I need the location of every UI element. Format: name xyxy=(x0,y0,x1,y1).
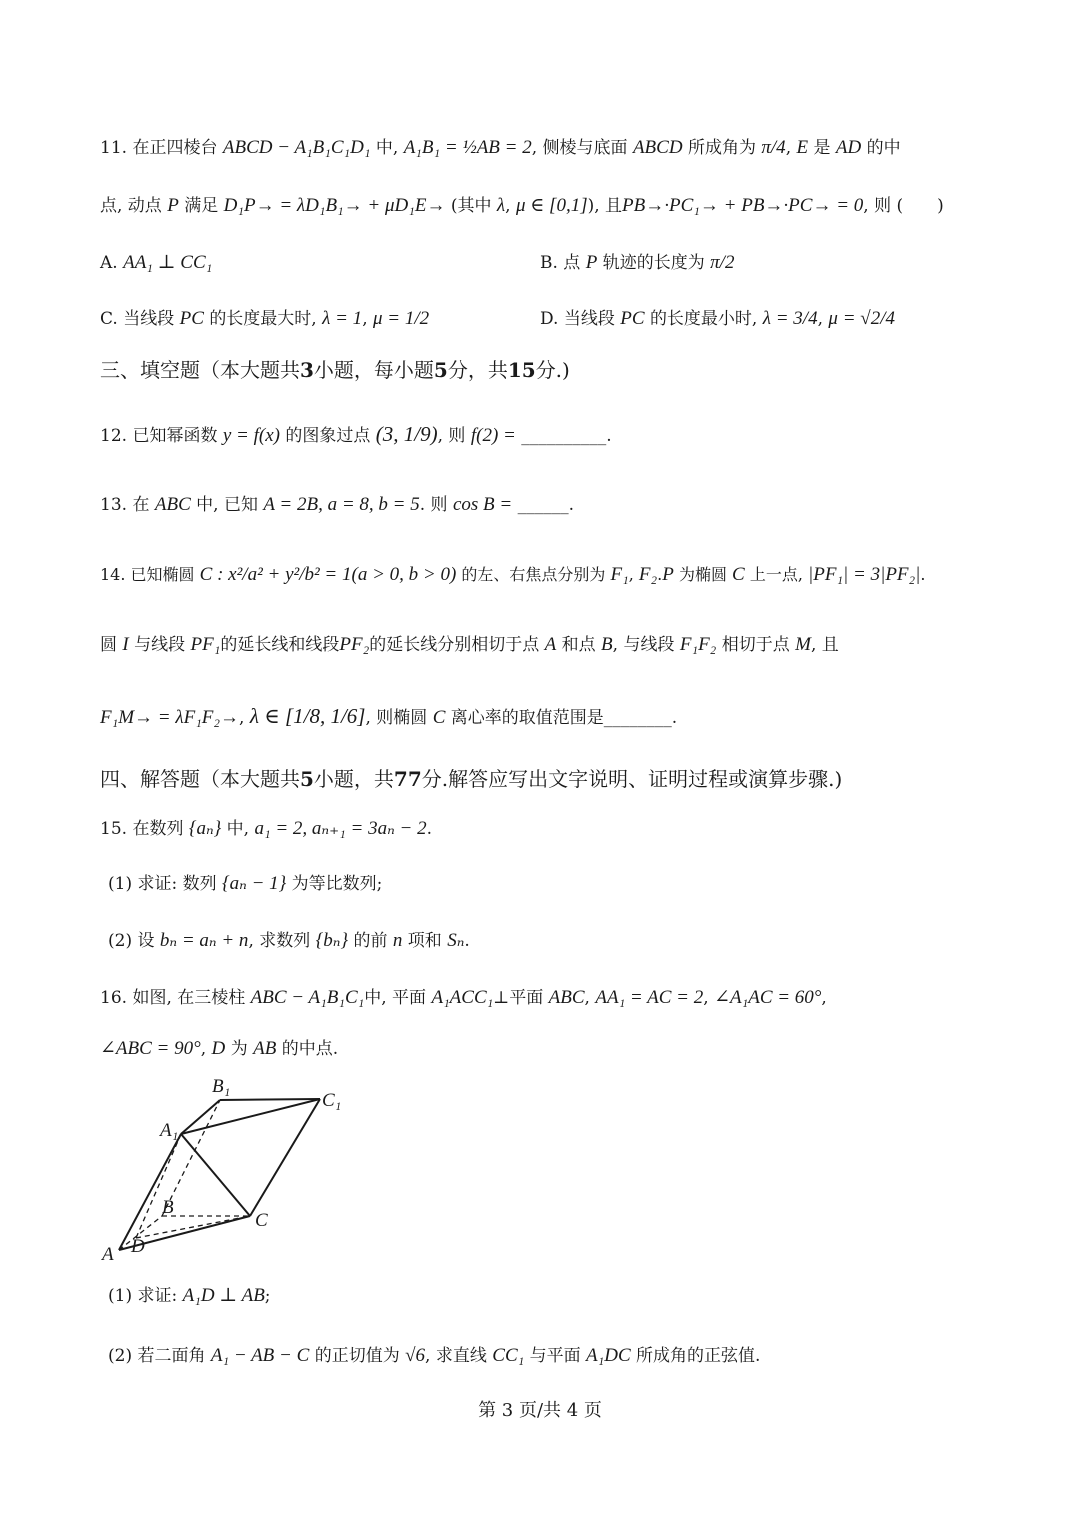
q14-line2: 圆 I 与线段 PF₁的延长线和线段PF₂的延长线分别相切于点 A 和点 B, 与线段 F₁F₂ 相切于点 M, 且 xyxy=(100,634,839,655)
edge-c1-c xyxy=(250,1099,320,1216)
math-expression: ∠A₁AC = 60° xyxy=(714,987,822,1008)
edge-a-a1 xyxy=(119,1134,181,1250)
option-a: A. AA₁ ⊥ CC₁ xyxy=(100,252,213,273)
section-heading-solutions: 四、解答题（本大题共5小题，共77分.解答应写出文字说明、证明过程或演算步骤.) xyxy=(100,767,843,791)
math-expression: P xyxy=(662,564,674,585)
math-expression: a₁ = 2, aₙ₊₁ = 3aₙ − 2 xyxy=(254,818,427,839)
math-expression: D₁P→ = λD₁B₁→ + μD₁E→ xyxy=(223,195,446,216)
math-expression: A₁DC xyxy=(586,1345,631,1366)
math-expression: A₁D ⊥ AB xyxy=(182,1285,265,1306)
math-expression: PF₂ xyxy=(339,634,370,655)
question-number: 16. xyxy=(100,988,128,1008)
math-expression: ABCD xyxy=(632,137,683,158)
math-expression: PB→·PC₁→ + PB→·PC→ = 0 xyxy=(622,195,864,216)
edge-d-c xyxy=(136,1216,250,1238)
math-expression: AB xyxy=(253,1038,277,1059)
math-expression: cos B = xyxy=(452,494,513,515)
math-expression: f(2) = xyxy=(470,425,516,446)
math-expression: A = 2B, a = 8, b = 5 xyxy=(263,494,420,515)
math-expression: y = f(x) xyxy=(222,425,280,446)
math-expression: F₁ xyxy=(610,564,629,585)
math-expression: P xyxy=(167,195,179,216)
math-expression: AD xyxy=(835,137,862,158)
label-c: C xyxy=(255,1210,268,1231)
math-expression: √6 xyxy=(405,1345,426,1366)
label-b1: B₁ xyxy=(212,1076,231,1097)
q16-line2: ∠ABC = 90°, D 为 AB 的中点. xyxy=(100,1038,339,1059)
math-expression: C : x²/a² + y²/b² = 1(a > 0, b > 0) xyxy=(199,564,457,585)
q15: 15. 在数列 {aₙ} 中, a₁ = 2, aₙ₊₁ = 3aₙ − 2. xyxy=(100,818,432,839)
q16-sub2: (2) 若二面角 A₁ − AB − C 的正切值为 √6, 求直线 CC₁ 与平面 A₁DC 所成角的正弦值. xyxy=(108,1345,761,1366)
math-expression: B xyxy=(601,634,613,655)
edge-a1-d xyxy=(136,1134,181,1238)
math-expression: F₁M→ = λF₁F₂→ xyxy=(100,707,240,728)
q11-line2: 点, 动点 P 满足 D₁P→ = λD₁B₁→ + μD₁E→ (其中 λ, μ ∈ [0,1]), 且PB→·PC₁→ + PB→·PC→ = 0, 则 ( ) xyxy=(100,195,944,216)
triangular-prism-figure xyxy=(98,1070,358,1270)
q12: 12. 已知幂函数 y = f(x) 的图象过点 (3, 1/9), 则 f(2) = __________. xyxy=(100,422,612,446)
math-expression: ABC − A₁B₁C₁ xyxy=(250,987,365,1008)
math-expression: I xyxy=(122,634,129,655)
q16-sub1: (1) 求证: A₁D ⊥ AB; xyxy=(108,1285,271,1306)
math-expression: ABC xyxy=(548,987,585,1008)
q14-line3: F₁M→ = λF₁F₂→, λ ∈ [1/8, 1/6], 则椭圆 C 离心率的取值范围是________. xyxy=(100,704,678,728)
math-expression: A₁ACC₁ xyxy=(431,987,494,1008)
math-expression: λ xyxy=(496,195,506,216)
math-expression: AA₁ ⊥ CC₁ xyxy=(123,252,213,273)
answer-blank: ________. xyxy=(603,708,678,728)
question-number: 13. xyxy=(100,495,128,515)
q11-line1: 11. 在正四棱台 ABCD − A₁B₁C₁D₁ 中, A₁B₁ = ½AB = 2, 侧棱与底面 ABCD 所成角为 π/4, E 是 AD 的中 xyxy=(100,137,901,158)
math-expression: PC xyxy=(620,308,645,329)
math-expression: F₁F₂ xyxy=(679,634,717,655)
math-expression: ∠ABC = 90° xyxy=(100,1038,201,1059)
math-expression: CC₁ xyxy=(492,1345,525,1366)
question-number: 15. xyxy=(100,819,128,839)
math-expression: {aₙ} xyxy=(188,818,222,839)
math-expression: A xyxy=(544,634,557,655)
math-expression: μ = 1/2 xyxy=(373,308,430,329)
math-expression: ABCD − A₁B₁C₁D₁ xyxy=(222,137,371,158)
question-number: 12. xyxy=(100,426,128,446)
math-expression: M xyxy=(795,634,811,655)
math-expression: C xyxy=(432,707,446,728)
page-footer: 第 3 页/共 4 页 xyxy=(478,1400,602,1421)
question-number: 14. xyxy=(100,565,126,584)
label-b: B xyxy=(162,1197,174,1218)
math-expression: {bₙ} xyxy=(315,930,349,951)
q13: 13. 在 ABC 中, 已知 A = 2B, a = 8, b = 5. 则 cos B = ______. xyxy=(100,494,575,515)
math-expression: E xyxy=(796,137,809,158)
math-expression: n xyxy=(392,930,403,951)
math-expression: λ = 1 xyxy=(322,308,363,329)
math-expression: A₁B₁ = ½AB = 2 xyxy=(403,137,532,158)
option-c: C. 当线段 PC 的长度最大时, λ = 1, μ = 1/2 xyxy=(100,308,430,329)
math-expression: D xyxy=(211,1038,226,1059)
math-expression: |PF₁| = 3|PF₂| xyxy=(808,564,921,585)
math-expression: π/2 xyxy=(710,252,735,273)
math-expression: P xyxy=(585,252,598,273)
q14-line1: 14. 已知椭圆 C : x²/a² + y²/b² = 1(a > 0, b > 0) 的左、右焦点分别为 F₁, F₂.P 为椭圆 C 上一点, |PF₁| = 3|PF₂|. xyxy=(100,564,926,585)
math-expression: {aₙ − 1} xyxy=(222,873,287,894)
edge-a1-c xyxy=(181,1134,250,1216)
math-expression: μ = √2/4 xyxy=(828,308,895,329)
answer-blank: __________. xyxy=(521,426,612,446)
math-expression: PF₁ xyxy=(190,634,221,655)
q16-line1: 16. 如图, 在三棱柱 ABC − A₁B₁C₁中, 平面 A₁ACC₁⊥平面 ABC, AA₁ = AC = 2, ∠A₁AC = 60°, xyxy=(100,987,827,1008)
math-expression: PC xyxy=(179,308,204,329)
question-number: 11. xyxy=(100,138,128,158)
section-heading-fill-blank: 三、填空题（本大题共3小题，每小题5分，共15分.) xyxy=(100,358,570,382)
math-expression: AA₁ = AC = 2 xyxy=(595,987,704,1008)
math-expression: Sₙ xyxy=(447,930,465,951)
answer-blank: ______. xyxy=(517,495,575,515)
label-d: D xyxy=(131,1236,145,1257)
q15-sub2: (2) 设 bₙ = aₙ + n, 求数列 {bₙ} 的前 n 项和 Sₙ. xyxy=(108,930,470,951)
label-c1: C₁ xyxy=(322,1090,342,1111)
math-expression: bₙ = aₙ + n xyxy=(159,930,249,951)
math-expression: (3, 1/9) xyxy=(375,422,438,446)
math-expression: A₁ − AB − C xyxy=(210,1345,310,1366)
label-a: A xyxy=(102,1244,114,1265)
edge-b1-c1 xyxy=(220,1099,320,1100)
math-expression: ABC xyxy=(154,494,191,515)
math-expression: μ ∈ [0,1] xyxy=(515,195,588,216)
option-b: B. 点 P 轨迹的长度为 π/2 xyxy=(540,252,735,273)
option-d: D. 当线段 PC 的长度最小时, λ = 3/4, μ = √2/4 xyxy=(540,308,895,329)
math-expression: λ = 3/4 xyxy=(762,308,818,329)
math-expression: C xyxy=(732,564,745,585)
label-a1: A₁ xyxy=(160,1120,179,1141)
math-expression: F₂ xyxy=(638,564,658,585)
math-expression: π/4 xyxy=(761,137,786,158)
math-expression: λ ∈ [1/8, 1/6] xyxy=(249,704,366,728)
q15-sub1: (1) 求证: 数列 {aₙ − 1} 为等比数列; xyxy=(108,873,383,894)
